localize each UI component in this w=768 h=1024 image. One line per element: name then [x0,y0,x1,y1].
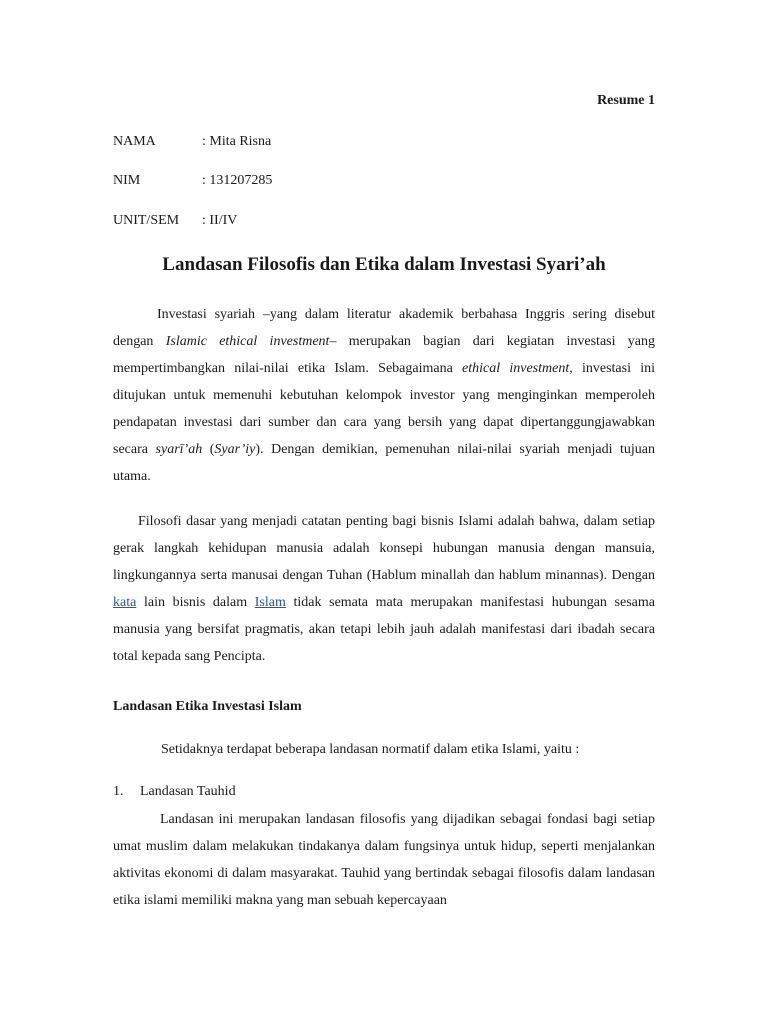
paragraph-text: , investasi ini ditujukan untuk memenuhi kebutuhan kelompok investor yang menginginkan memperoleh pendapatan investasi dari sumber dan cara yang bersih yang dapat dipertanggungjawabkan secara [113,361,655,457]
list-item-title: Landasan Tauhid [140,784,236,799]
resume-label: Resume 1 [597,93,655,108]
list-item-number-title [113,782,236,802]
list-item-text: Landasan ini merupakan landasan filosofis yang dijadikan sebagai fondasi bagi setiap umat muslim dalam melakukan tindakanya dalam fungsinya untuk hidup, seperti menjalankan aktivitas ekonomi di dalam masyarakat. Tauhid yang bertindak sebagai filosofis dalam landasan etika islami memiliki makna yang man sebuah kepercayaan [113,812,655,908]
paragraph-text: ( [202,442,215,457]
field-nama [113,132,271,152]
list-number: 1. [113,784,124,799]
field-label: NAMA [113,134,156,149]
field-nim [113,171,272,191]
field-unit-sem [113,211,237,231]
field-label: NIM [113,173,141,188]
emphasis-text: ethical investment [462,361,570,376]
field-value: : 131207285 [202,173,273,188]
field-value: : Mita Risna [202,134,272,149]
paragraph-text: ). Dengan demikian, pemenuhan nilai-nilai syariah menjadi tujuan utama. [113,442,656,484]
paragraph-filosofi-dasar [113,508,655,670]
paragraph-text: Investasi syariah –yang dalam literatur akademik berbahasa Inggris sering disebut dengan [113,307,655,349]
paragraph-text: lain bisnis dalam [136,595,255,610]
emphasis-text: syarī’ah [155,442,203,457]
paragraph-investasi-syariah [113,301,655,490]
section-heading: Landasan Etika Investasi Islam [113,699,302,714]
emphasis-text: Islamic ethical investment [165,334,330,349]
paragraph-text: Filosofi dasar yang menjadi catatan penting bagi bisnis Islami adalah bahwa, dalam setiap gerak langkah kehidupan manusia adalah konsepi hubungan manusia dengan mansuia, lingkungannya serta manusai dengan Tuhan (Hablum minallah dan hablum minannas). Dengan [113,514,655,583]
field-label: UNIT/SEM [113,213,180,228]
link-islam[interactable]: Islam [254,595,286,610]
document-title: Landasan Filosofis dan Etika dalam Investasi Syari’ah [162,254,606,275]
paragraph-text: tidak semata mata merupakan manifestasi hubungan sesama manusia yang bersifat pragmatis, akan tetapi lebih jauh adalah manifestasi dari ibadah secara total kepada sang Pencipta. [113,595,655,664]
section-intro: Setidaknya terdapat beberapa landasan normatif dalam etika Islami, yaitu : [161,742,580,757]
emphasis-text: Syar’iy [214,442,256,457]
link-kata[interactable]: kata [113,595,137,610]
field-value: : II/IV [202,213,238,228]
paragraph-text: – merupakan bagian dari kegiatan investasi yang mempertimbangkan nilai-nilai etika Islam. Sebagaimana [113,334,655,376]
